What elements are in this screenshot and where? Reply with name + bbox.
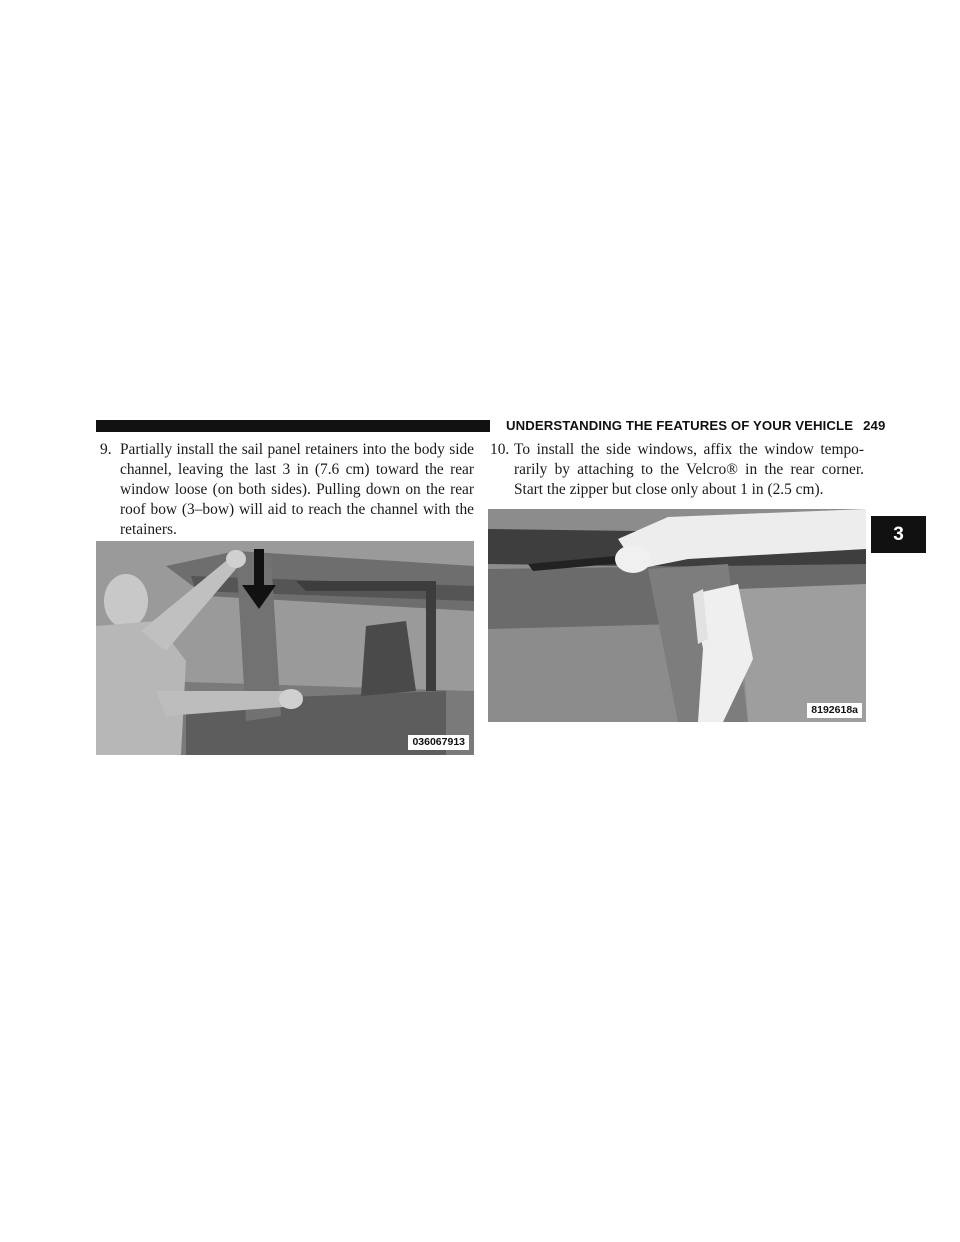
step-9 <box>100 440 474 540</box>
running-header <box>506 418 885 433</box>
illustration-person-roof-bow <box>96 541 474 755</box>
chapter-tab: 3 <box>871 516 926 553</box>
figure-label: 036067913 <box>408 735 469 750</box>
step-text: Partially install the sail panel retainers into the body side channel, leaving the last 3 in (7.6 cm) toward the rear window loose (on both sides). Pulling down on the rear roof bow (3–bow) will aid to reach the channel with the retainers. <box>120 441 474 538</box>
step-text: To install the side windows, affix the window tempo- rarily by attaching to the Velcro® in the rear corner. Start the zipper but close only about 1 in (2.5 cm). <box>514 441 864 498</box>
step-number: 10. <box>490 441 510 458</box>
step-number: 9. <box>100 441 112 458</box>
header-rule <box>96 420 490 432</box>
illustration-hands-zipper <box>488 509 866 722</box>
step-10 <box>490 440 864 500</box>
page-number: 249 <box>863 418 886 433</box>
section-title: UNDERSTANDING THE FEATURES OF YOUR VEHICLE <box>506 418 854 433</box>
figure-label: 8192618a <box>807 703 862 718</box>
figure-sail-panel-install <box>96 541 474 755</box>
figure-side-window-install <box>488 509 866 722</box>
